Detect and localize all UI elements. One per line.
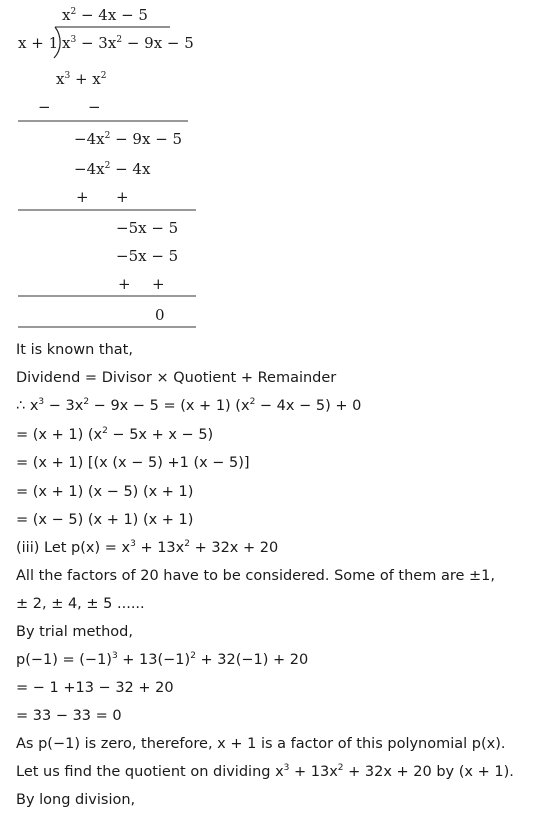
step1-sign-2: − (88, 98, 101, 116)
step1-sign-1: − (38, 98, 51, 116)
text-line-16: Let us find the quotient on dividing $x^3 + 13x^2 + 32x + 20$ by (x + 1). (16, 763, 514, 780)
text-line-2: Dividend = Divisor × Quotient + Remainder (16, 370, 337, 386)
text-line-12: $p(-1) = (-1)^3 + 13(-1)^2 + 32(-1) + 20$ (16, 651, 309, 668)
text-line-6: = (x + 1) (x − 5) (x + 1) (16, 484, 194, 500)
remainder: 0 (155, 306, 165, 324)
dividend: $x^3 - 3x^2 - 9x - 5$ (62, 34, 194, 52)
text-line-14: = 33 − 33 = 0 (16, 708, 122, 724)
text-line-5: = (x + 1) [(x (x − 5) +1 (x − 5)] (16, 455, 250, 471)
step3-sign-1: + (118, 275, 131, 293)
divisor: x + 1 (18, 34, 59, 52)
step1-subtrahend: $x^3 + x^2$ (56, 70, 107, 88)
text-line-9: All the factors of 20 have to be considered. Some of them are ±1, (16, 568, 495, 584)
text-line-17: By long division, (16, 792, 136, 808)
step2-sign-1: + (76, 188, 89, 206)
text-line-3: ∴ $x^3 - 3x^2 - 9x - 5 = (x + 1) (x^2 - 4x - 5) + 0$ (16, 397, 362, 414)
step3-subtrahend: −5x − 5 (116, 247, 179, 265)
text-line-8: (iii) Let $p(x) = x^3 + 13x^2 + 32x + 20$ (16, 539, 279, 556)
long-division (0, 0, 552, 335)
text-line-10: ± 2, ± 4, ± 5 ...... (16, 596, 145, 612)
step2-subtrahend: $-4x^2 - 4x$ (74, 160, 151, 178)
text-line-11: By trial method, (16, 624, 133, 640)
step2-result: −5x − 5 (116, 219, 179, 237)
quotient: $x^2 - 4x - 5$ (62, 6, 148, 24)
text-line-15: As p(−1) is zero, therefore, x + 1 is a factor of this polynomial p(x). (16, 736, 506, 752)
text-line-7: = (x − 5) (x + 1) (x + 1) (16, 512, 194, 528)
text-line-1: It is known that, (16, 342, 133, 358)
step2-sign-2: + (116, 188, 129, 206)
step3-sign-2: + (152, 275, 165, 293)
text-line-13: = − 1 +13 − 32 + 20 (16, 680, 174, 696)
text-line-4: = (x + 1) $(x^2 - 5x + x - 5)$ (16, 426, 214, 443)
step1-result: $-4x^2 - 9x - 5$ (74, 130, 183, 148)
